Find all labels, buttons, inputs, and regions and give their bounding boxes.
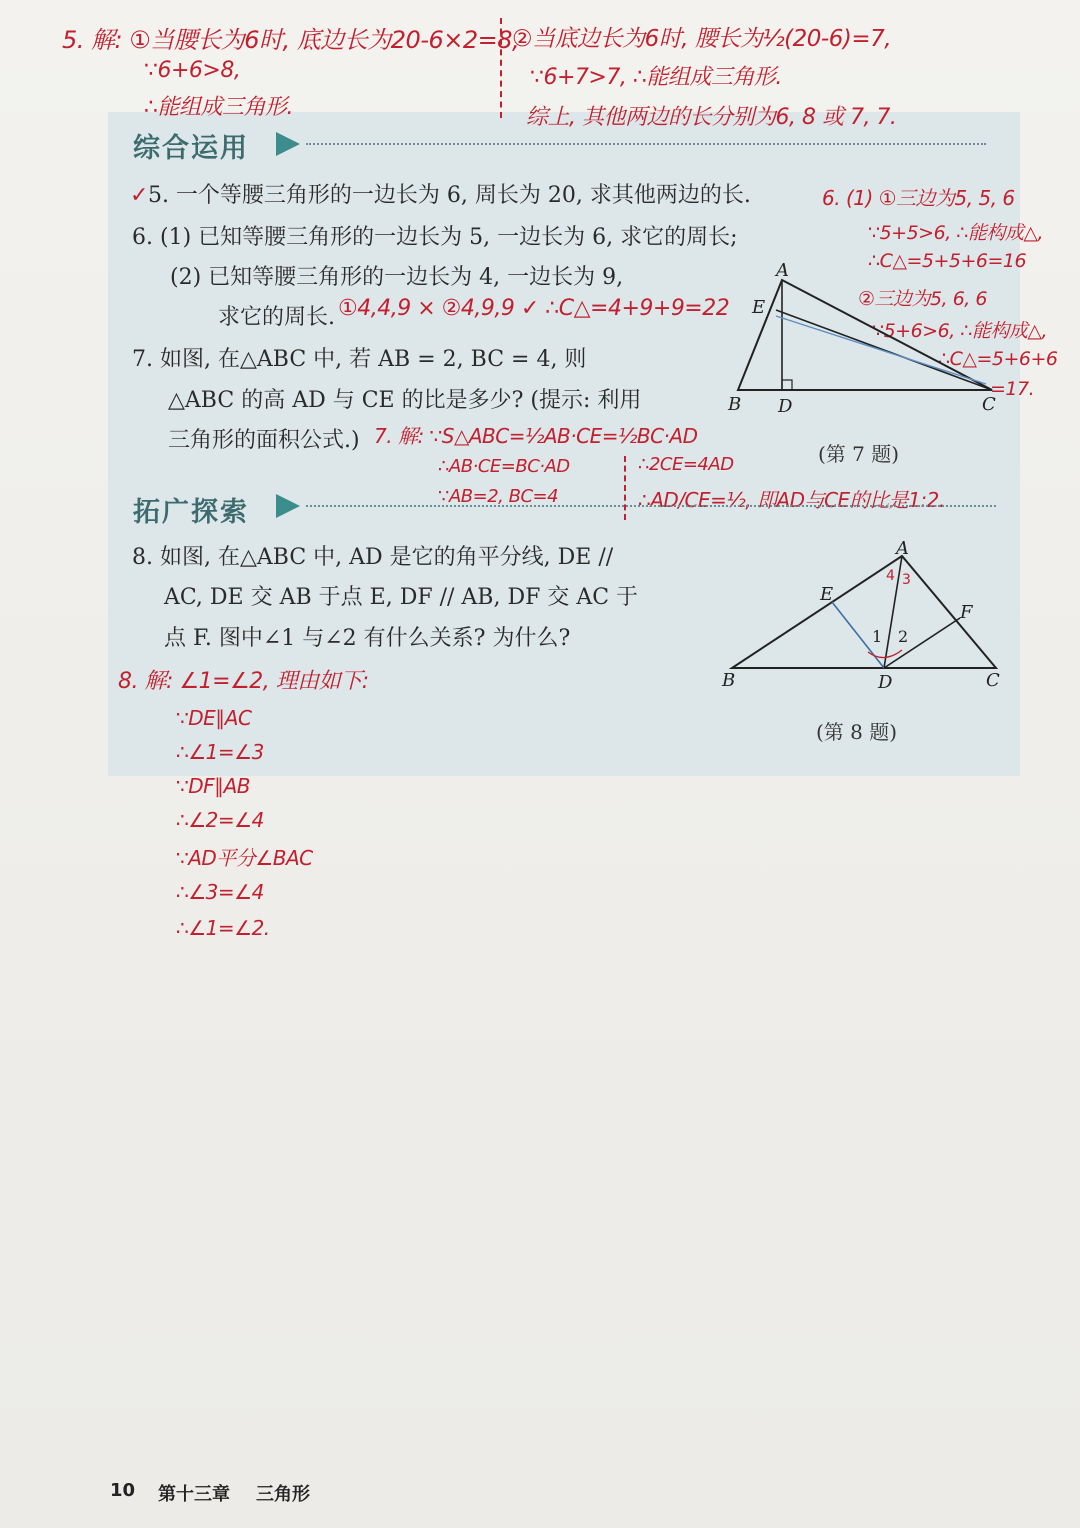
q7-line1: 7. 如图, 在△ABC 中, 若 AB = 2, BC = 4, 则 [132, 347, 587, 372]
q8-step-6: ∴∠3=∠4 [176, 880, 264, 904]
q8-step-5: ∵AD平分∠BAC [176, 846, 313, 870]
q8-step-2: ∴∠1=∠3 [176, 740, 264, 764]
q8-angle-1: 1 [872, 627, 883, 646]
q7-hand-divider [624, 456, 626, 520]
q8-step-7: ∴∠1=∠2. [176, 916, 270, 940]
q8-angle-2: 2 [898, 627, 909, 646]
q8-caption: (第 8 题) [816, 720, 898, 744]
q7-line3: 三角形的面积公式.) [168, 428, 360, 453]
q6-hand-r5: ∵5+6>6, ∴能构成△, [872, 320, 1048, 342]
section2-arrow-icon [276, 494, 300, 518]
q8-label-c: C [986, 670, 1000, 691]
q6-part1 [132, 220, 738, 251]
q7-figure [720, 258, 1040, 418]
q5-check-mark: ✓ [130, 183, 148, 208]
q6-hand-r3: ∴C△=5+5+6=16 [868, 250, 1027, 272]
q7-hand-line [776, 316, 986, 384]
q7-caption: (第 7 题) [818, 442, 900, 466]
q8-line1: 8. 如图, 在△ABC 中, AD 是它的角平分线, DE // [132, 545, 614, 570]
footer-page-number: 10 [110, 1480, 136, 1501]
q5-number: 5 [147, 183, 162, 208]
q8-label-d: D [878, 672, 893, 693]
footer-chapter: 第十三章 [158, 1484, 230, 1505]
hand-q5-line3: ∴能组成三角形. [144, 95, 293, 120]
q7-label-d: D [778, 396, 793, 417]
q6-number: 6. [132, 225, 153, 250]
q7-label-c: C [982, 394, 996, 415]
q7-hand3: ∵AB=2, BC=4 [438, 486, 559, 507]
q7-altitude-ce [776, 310, 992, 390]
q7-right-angle-d [782, 380, 792, 390]
section2-dotted-rule [306, 505, 996, 507]
q8-angle-4-hand: 4 [886, 568, 895, 584]
hand-divider [500, 18, 502, 118]
hand-q5-line1: 5. 解: ①当腰长为6时, 底边长为20-6×2=8, [62, 26, 520, 54]
q8-label-e: E [820, 584, 834, 605]
q7-label-e: E [752, 297, 766, 318]
q6-hand-r1: 6. (1) ①三边为5, 5, 6 [822, 186, 1015, 210]
q8-label-b: B [722, 670, 736, 691]
q8-label-f: F [960, 602, 973, 623]
q7-label-b: B [728, 394, 742, 415]
section-dotted-rule [306, 143, 986, 145]
q7-hand2: ∴AB·CE=BC·AD [438, 456, 570, 477]
q5-question [130, 178, 751, 209]
hand-q5-right1: ②当底边长为6时, 腰长为½(20-6)=7, [512, 26, 892, 52]
q8-step-1: ∵DE∥AC [176, 706, 252, 730]
q8-line2: AC, DE 交 AB 于点 E, DF // AB, DF 交 AC 于 [164, 585, 639, 610]
section-title-comprehensive: 综合运用 [133, 133, 249, 164]
q8-line3: 点 F. 图中∠1 与∠2 有什么关系? 为什么? [164, 626, 571, 651]
q8-triangle [732, 556, 996, 668]
q7-label-a: A [776, 260, 789, 281]
q6-part2: (2) 已知等腰三角形的一边长为 4, 一边长为 9, [170, 265, 624, 290]
q6-hand-inline: ①4,4,9 × ②4,9,9 ✓ ∴C△=4+9+9=22 [338, 296, 730, 321]
q8-line-df [884, 618, 960, 668]
q6-p1-text: (1) 已知等腰三角形的一边长为 5, 一边长为 6, 求它的周长; [160, 225, 738, 250]
q8-angle-3-hand: 3 [902, 572, 911, 588]
q7-line2: △ABC 的高 AD 与 CE 的比是多少? (提示: 利用 [168, 388, 642, 413]
q6-hand-r2: ∵5+5>6, ∴能构成△, [868, 222, 1044, 244]
hand-q5-right3: 综上, 其他两边的长分别为6, 8 或 7, 7. [526, 105, 897, 130]
q6-hand-r6: ∴C△=5+6+6 [938, 348, 1058, 370]
q6-hand-r4: ②三边为5, 6, 6 [858, 288, 987, 310]
q8-step-3: ∵DF∥AB [176, 774, 251, 798]
section-title-extension: 拓广探索 [133, 497, 249, 528]
hand-q5-line2: ∵6+6>8, [144, 58, 241, 83]
q8-step-4: ∴∠2=∠4 [176, 808, 264, 832]
section-arrow-icon [276, 132, 300, 156]
q5-text: . 一个等腰三角形的一边长为 6, 周长为 20, 求其他两边的长. [161, 183, 751, 208]
q8-figure [718, 538, 1018, 698]
hand-q5-right2: ∵6+7>7, ∴能组成三角形. [530, 65, 782, 90]
q7-hand4: ∴2CE=4AD [638, 454, 734, 475]
q8-hand-head: 8. 解: ∠1=∠2, 理由如下: [118, 669, 369, 694]
q6-hand-r7: =17. [990, 378, 1035, 400]
footer-title: 三角形 [256, 1484, 310, 1505]
q7-hand1: 7. 解: ∵S△ABC=½AB·CE=½BC·AD [374, 424, 698, 448]
q8-label-a: A [896, 538, 909, 559]
q7-hand5: ∴AD/CE=½, 即AD与CE的比是1:2. [638, 488, 945, 512]
q6-part2b: 求它的周长. [218, 305, 335, 330]
